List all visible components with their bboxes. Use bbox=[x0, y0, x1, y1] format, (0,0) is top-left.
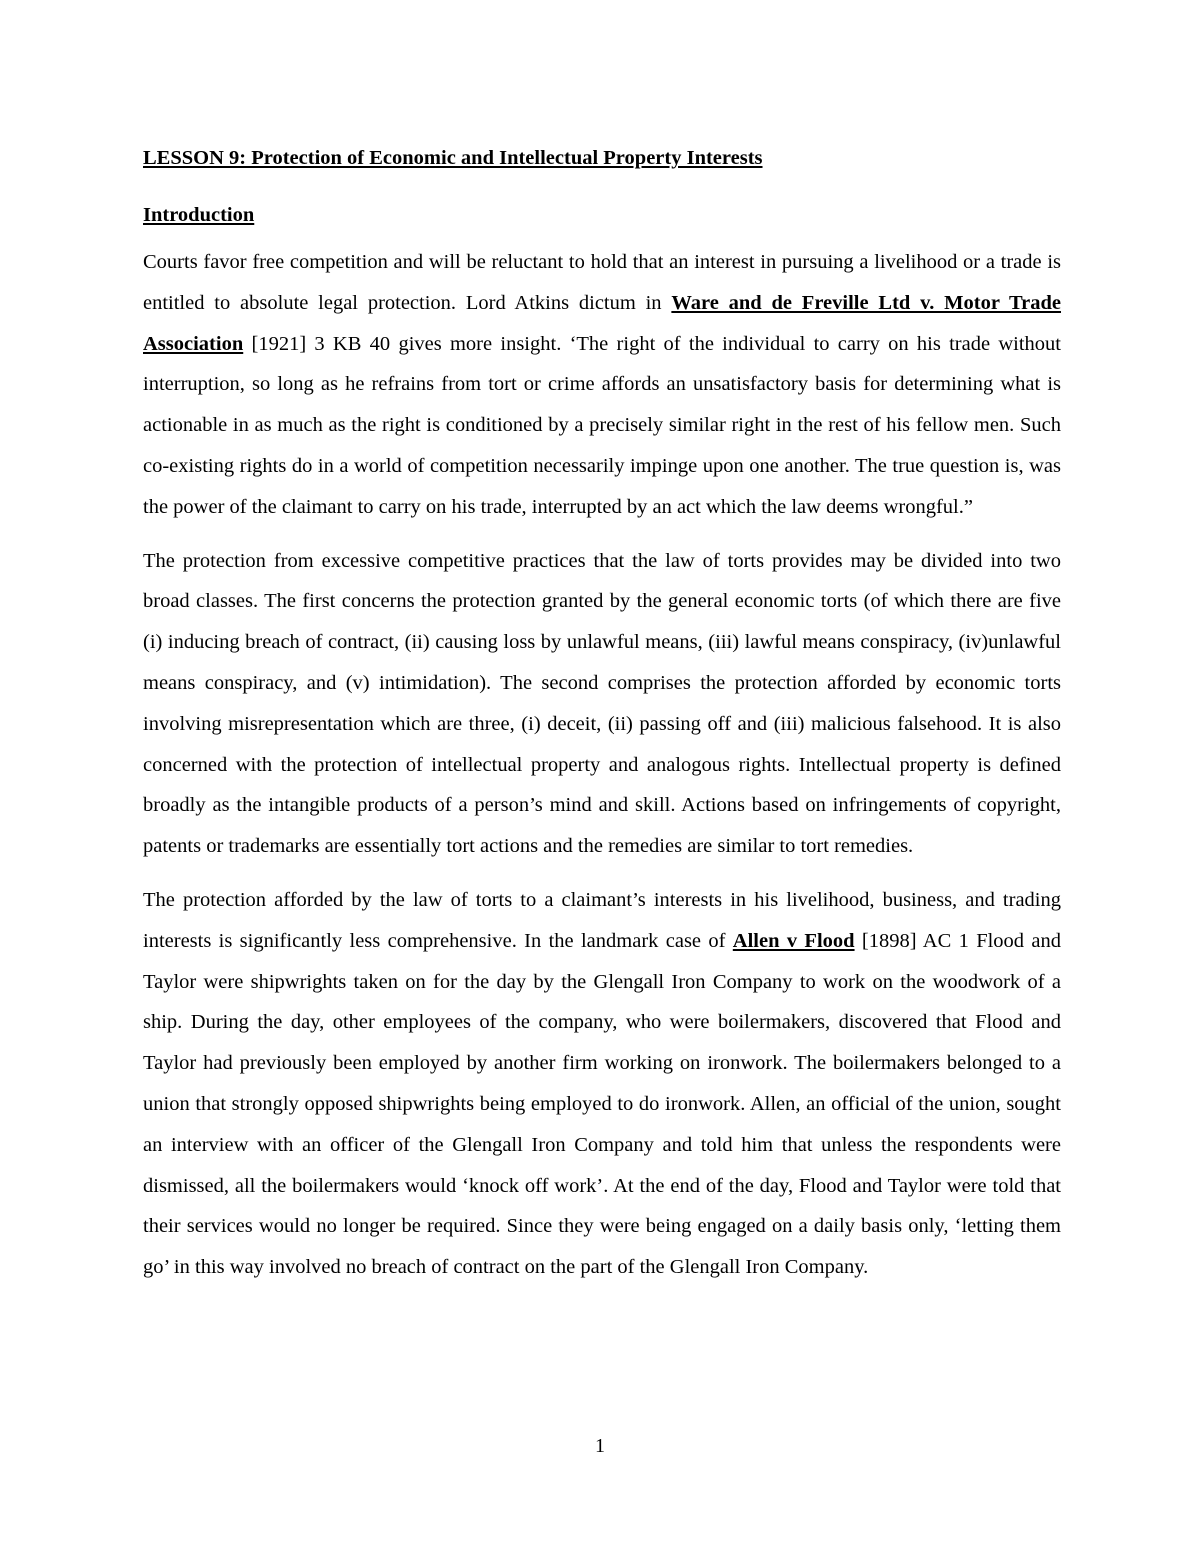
paragraph-3 bbox=[143, 880, 1061, 1288]
paragraph-2: The protection from excessive competitive practices that the law of torts provides may be divided into two broad classes. The first concerns the protection granted by the general economic torts (of which there are five (i) inducing breach of contract, (ii) causing loss by unlawful means, (iii) lawful means conspiracy, (iv)unlawful means conspiracy, and (v) intimidation). The second comprises the protection afforded by economic torts involving misrepresentation which are three, (i) deceit, (ii) passing off and (iii) malicious falsehood. It is also concerned with the protection of intellectual property and analogous rights. Intellectual property is defined broadly as the intangible products of a person’s mind and skill. Actions based on infringements of copyright, patents or trademarks are essentially tort actions and the remedies are similar to tort remedies. bbox=[143, 549, 1061, 858]
paragraph-3-text-a: The protection afforded by the law of torts to a claimant’s interests in his livelihood, business, and trading interests is significantly less comprehensive. In the landmark case of bbox=[143, 888, 1061, 952]
paragraph-1-text-b: [1921] 3 KB 40 gives more insight. ‘The right of the individual to carry on his trade without interruption, so long as he refrains from tort or crime affords an unsatisfactory basis for determining what is actionable in as much as the right is conditioned by a precisely similar right in the rest of his fellow men. Such co-existing rights do in a world of competition necessarily impinge upon one another. The true question is, was the power of the claimant to carry on his trade, interrupted by an act which the law deems wrongful.” bbox=[143, 332, 1061, 518]
paragraph-3-text-b: [1898] AC 1 Flood and Taylor were shipwrights taken on for the day by the Glengall Iron Company to work on the woodwork of a ship. During the day, other employees of the company, who were boilermakers, discovered that Flood and Taylor had previously been employed by another firm working on ironwork. The boilermakers belonged to a union that strongly opposed shipwrights being employed to do ironwork. Allen, an official of the union, sought an interview with an officer of the Glengall Iron Company and told him that unless the respondents were dismissed, all the boilermakers would ‘knock off work’. At the end of the day, Flood and Taylor were told that their services would no longer be required. Since they were being engaged on a daily basis only, ‘letting them go’ in this way involved no breach of contract on the part of the Glengall Iron Company. bbox=[143, 929, 1061, 1279]
paragraph-1 bbox=[143, 242, 1061, 528]
lesson-title: LESSON 9: Protection of Economic and Intellectual Property Interests bbox=[143, 147, 763, 169]
case-citation-ware-v-motor-trade: Ware and de Freville Ltd v. Motor Trade Association bbox=[143, 291, 1061, 355]
page-number: 1 bbox=[595, 1435, 605, 1457]
case-citation-allen-v-flood: Allen v Flood bbox=[732, 929, 855, 952]
section-heading-introduction: Introduction bbox=[143, 204, 255, 226]
paragraph-1-text-a: Courts favor free competition and will be reluctant to hold that an interest in pursuing a livelihood or a trade is entitled to absolute legal protection. Lord Atkins dictum in bbox=[143, 251, 1061, 314]
document-page bbox=[143, 143, 1061, 1301]
